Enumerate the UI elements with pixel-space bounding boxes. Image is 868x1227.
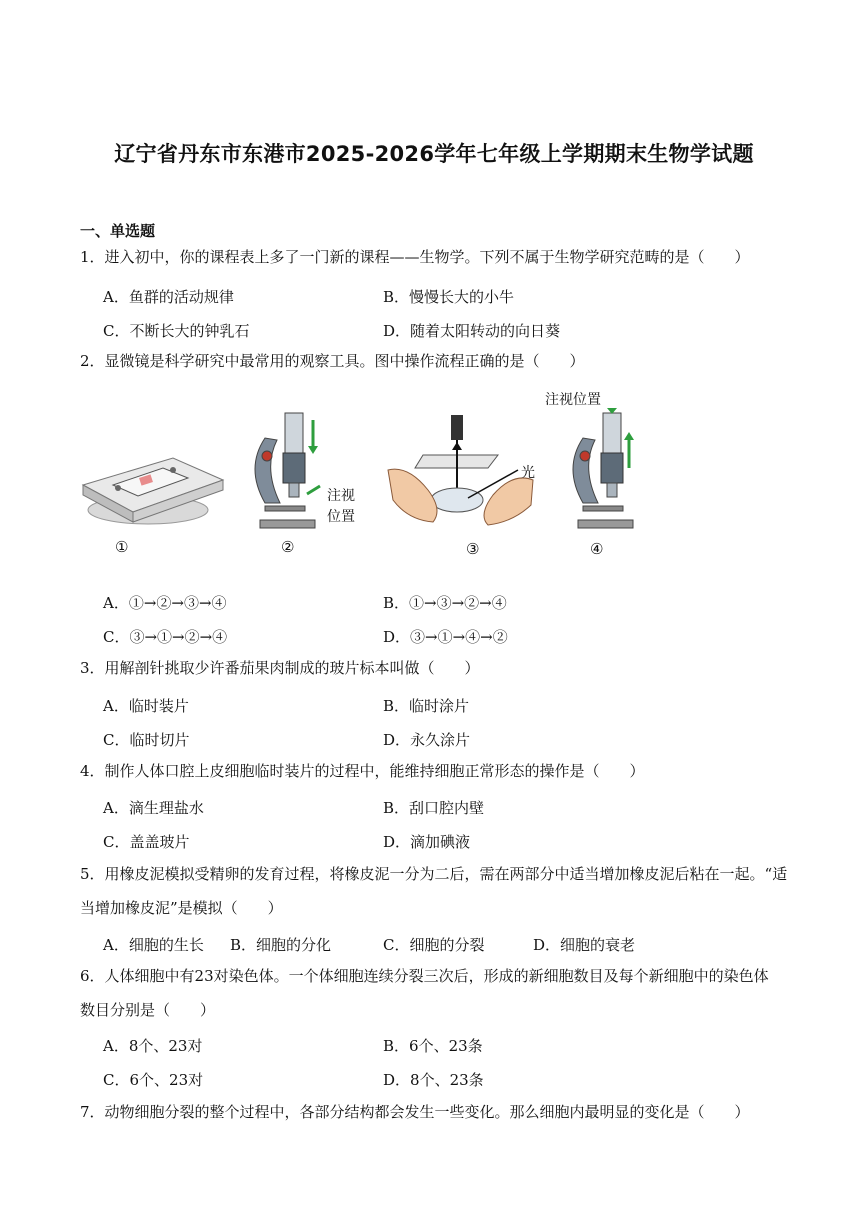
figure-2-microscope-down [245, 408, 325, 533]
question-3-stem: 3．用解剖针挑取少许番茄果肉制成的玻片标本叫做（ ） [80, 659, 480, 677]
figure-2-number: ② [281, 538, 295, 556]
q2-option-c: C．③→①→②→④ [103, 628, 228, 646]
figure-1-number: ① [115, 538, 129, 556]
q5-option-d: D．细胞的衰老 [533, 936, 636, 954]
q5-option-b: B．细胞的分化 [230, 936, 332, 954]
q6-option-c: C．6个、23对 [103, 1071, 204, 1089]
q4-option-b: B．刮口腔内壁 [383, 799, 485, 817]
q2-option-a: A．①→②→③→④ [103, 594, 227, 612]
figure-4-microscope-up [563, 408, 643, 533]
figure-3-hands-mirror [383, 410, 538, 535]
figure-3-light-label: 光 [521, 465, 535, 481]
figure-3-number: ③ [466, 540, 480, 558]
question-4-stem: 4．制作人体口腔上皮细胞临时装片的过程中，能维持细胞正常形态的操作是（ ） [80, 762, 645, 780]
section-heading: 一、单选题 [80, 222, 156, 240]
q2-option-d: D．③→①→④→② [383, 628, 508, 646]
q3-option-a: A．临时装片 [103, 697, 189, 715]
question-1-stem: 1．进入初中，你的课程表上多了一门新的课程——生物学。下列不属于生物学研究范畴的是（ ） [80, 248, 750, 266]
q1-option-d: D．随着太阳转动的向日葵 [383, 322, 561, 340]
q1-option-c: C．不断长大的钟乳石 [103, 322, 250, 340]
question-2-stem: 2．显微镜是科学研究中最常用的观察工具。图中操作流程正确的是（ ） [80, 352, 585, 370]
q6-option-a: A．8个、23对 [103, 1037, 203, 1055]
q3-option-c: C．临时切片 [103, 731, 190, 749]
q4-option-c: C．盖盖玻片 [103, 833, 190, 851]
q3-option-b: B．临时涂片 [383, 697, 470, 715]
q2-option-b: B．①→③→②→④ [383, 594, 507, 612]
q6-option-d: D．8个、23条 [383, 1071, 484, 1089]
q1-option-a: A．鱼群的活动规律 [103, 288, 234, 306]
q5-option-c: C．细胞的分裂 [383, 936, 485, 954]
q4-option-d: D．滴加碘液 [383, 833, 471, 851]
page-title: 辽宁省丹东市东港市2025-2026学年七年级上学期期末生物学试题 [114, 142, 754, 166]
figure-2-watch-label-2: 位置 [327, 509, 355, 525]
question-7-stem: 7．动物细胞分裂的整个过程中，各部分结构都会发生一些变化。那么细胞内最明显的变化是（ ） [80, 1103, 750, 1121]
q6-option-b: B．6个、23条 [383, 1037, 483, 1055]
question-5-stem-line2: 当增加橡皮泥”是模拟（ ） [80, 899, 283, 917]
question-6-stem-line2: 数目分别是（ ） [80, 1001, 216, 1019]
q3-option-d: D．永久涂片 [383, 731, 471, 749]
figure-1-stage-slide [78, 440, 228, 530]
figure-4-number: ④ [590, 540, 604, 558]
figure-4-watch-label: 注视位置 [545, 392, 601, 408]
question-5-stem-line1: 5．用橡皮泥模拟受精卵的发育过程，将橡皮泥一分为二后，需在两部分中适当增加橡皮泥后粘在一起。“适 [80, 865, 788, 883]
q5-option-a: A．细胞的生长 [103, 936, 204, 954]
figure-2-watch-label-1: 注视 [327, 488, 355, 504]
q4-option-a: A．滴生理盐水 [103, 799, 204, 817]
q1-option-b: B．慢慢长大的小牛 [383, 288, 515, 306]
question-6-stem-line1: 6．人体细胞中有23对染色体。一个体细胞连续分裂三次后，形成的新细胞数目及每个新细胞中的染色体 [80, 967, 769, 985]
